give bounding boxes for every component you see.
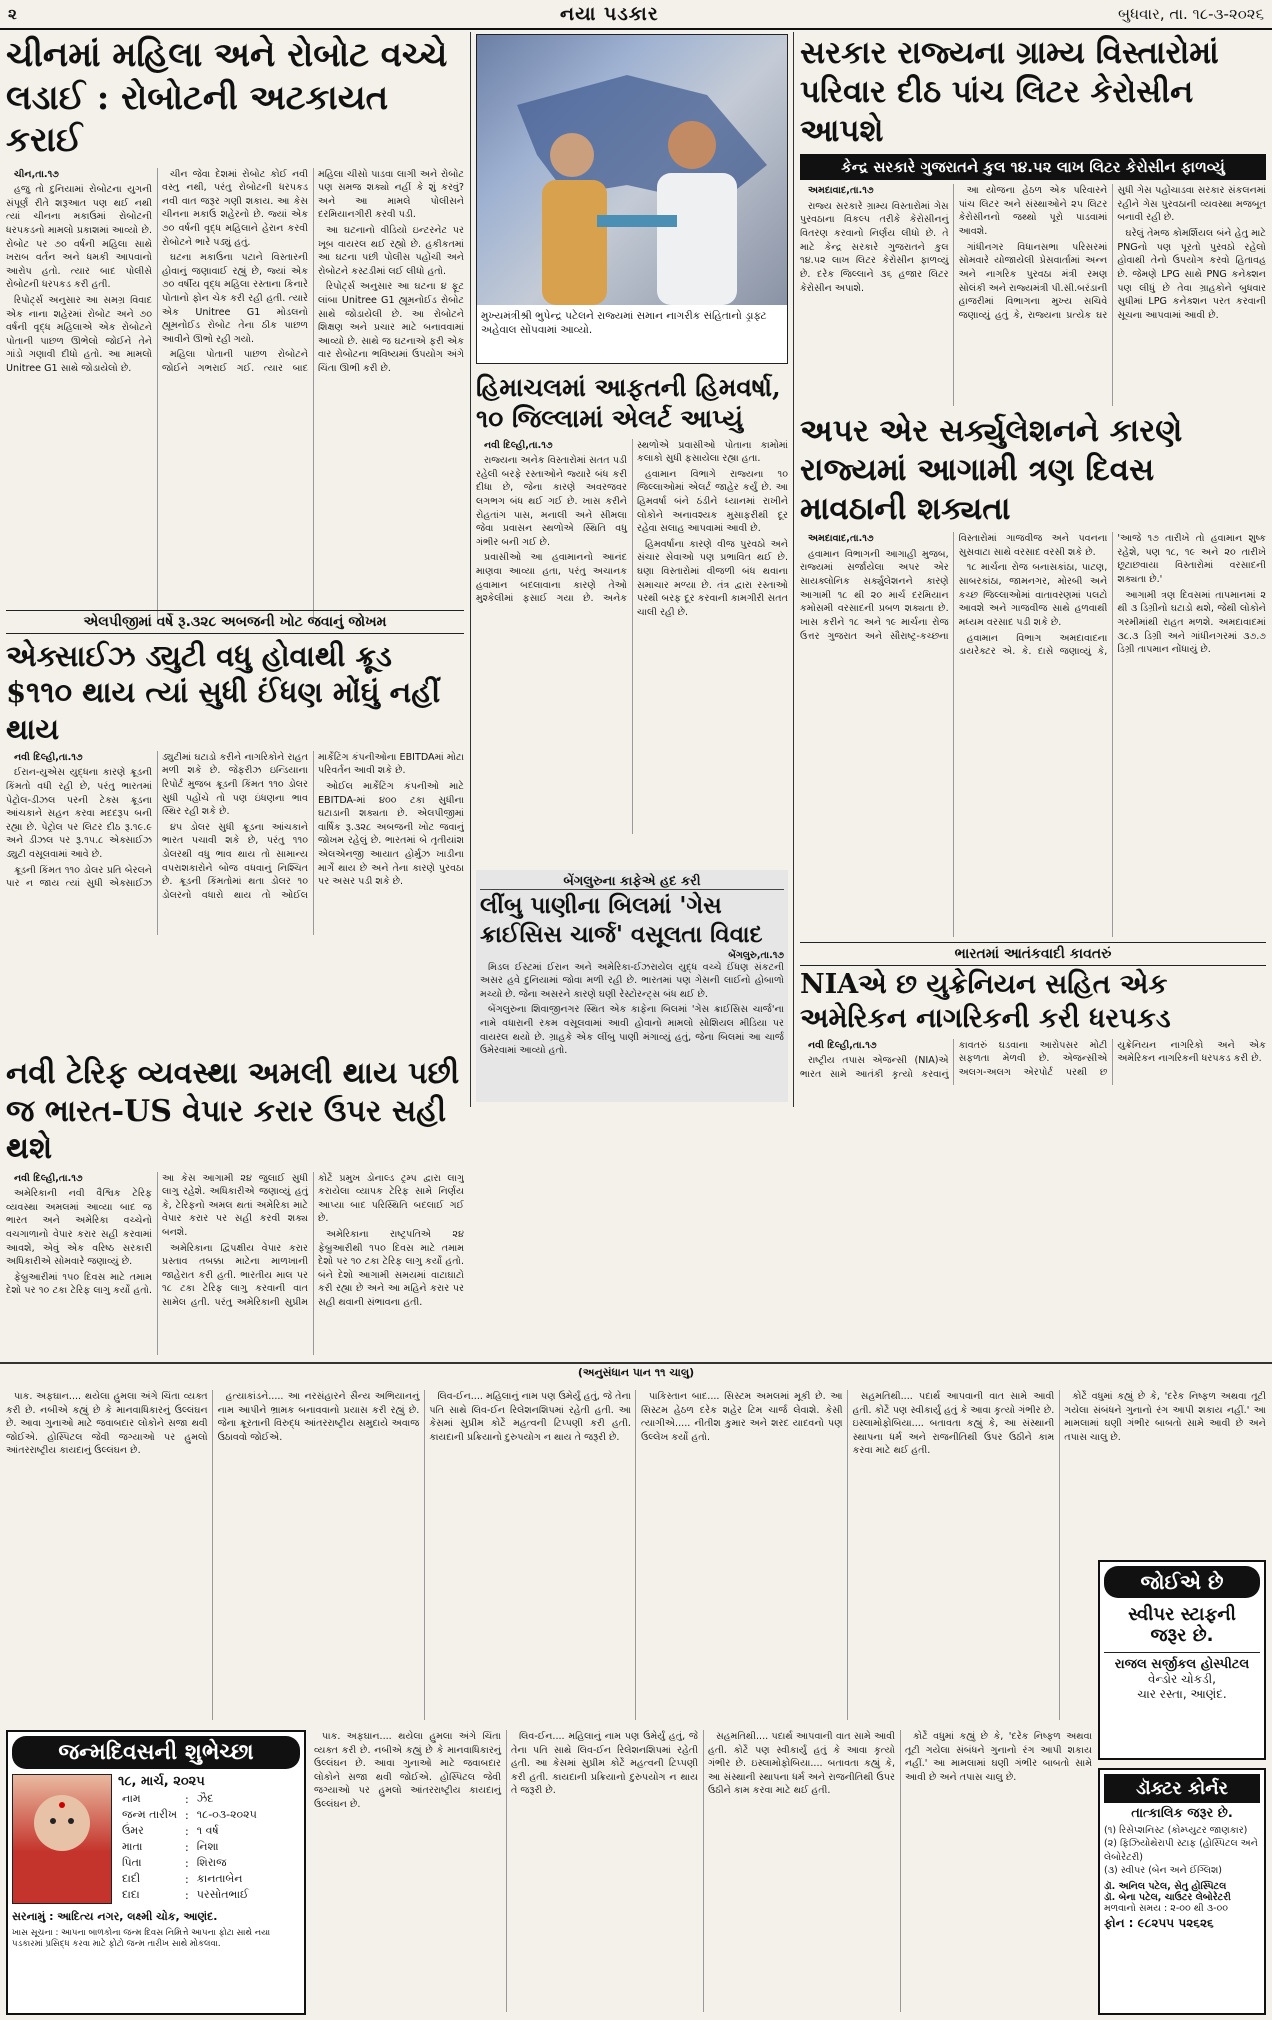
ad-item: (૩) સ્વીપર (બેન અને ઈંગ્લિશ) [1104, 1864, 1222, 1876]
photo-illustration [477, 35, 787, 305]
dateline: ચીન,તા.૧૭ [14, 168, 59, 180]
ad-doctor [1098, 1768, 1266, 2015]
paragraph: હવામાન વિભાગની આગાહી મુજબ, રાજ્યમાં સર્જાયેલા અપર એર સાયક્લોનિક સર્ક્યુલેશનને કારણે આગામી ૧૮ થી ૨૦ માર્ચ દરમિયાન કમોસમી વરસાદની પ્રબળ શક્યતા છે. ખાસ કરીને ૧૮ અને ૧૯ માર્ચના રોજ ઉત્તર ગુજરાત અને સૌરાષ્ટ્ર-કચ્છના વિસ્તારોમાં ગાજવીજ અને પવનના સુસવાટા સાથે વરસાદ વરસી શકે છે. [800, 533, 1108, 642]
paragraph: ઘટના મકાઉના પટાને વિસ્તારની હોવાનું જણાવાઈ રહ્યું છે, જ્યાં એક ૭૦ વર્ષીય વૃદ્ધ મહિલા રસ્તાના કિનારે પોતાનો ફોન ચેક કરી રહી હતી. ત્યારે એક Unitree G1 મોડલનો હ્યૂમનોઈડ રોબોટ તેના ઠીક પાછળ આવીને ઊભો રહી ગયો. [162, 252, 308, 345]
headline: એક્સાઈઝ ડ્યુટી વધુ હોવાથી ક્રૂડ $૧૧૦ થાય ત્યાં સુધી ઈંધણ મોંઘું નહીં થાય [6, 639, 441, 746]
paragraph: ગાંધીનગર વિધાનસભા પરિસરમાં સોમવારે યોજાયેલી પ્રેસવાર્તામાં અન્ન અને નાગરિક પુરવઠા મંત્રી રમણ સોલંકી અને રાજ્યમંત્રી પી.સી.બરંડાની હાજરીમાં વિભાગના મુખ્ય સચિવે જણાવ્યું હતું કે, રાજ્યના પ્રત્યેક ઘર સુધી ગેસ પહોંચાડવા સરકાર સંકલનમાં રહીને ગેસ પુરવઠાની વ્યવસ્થા મજબૂત બનાવી રહી છે. [958, 185, 1266, 321]
row-value: ઝૈદ [196, 1792, 214, 1805]
paragraph: મિડલ ઈસ્ટમાં ઈરાન અને અમેરિકા-ઈઝરાયેલ યુદ્ધ વચ્ચે ઈંધણ સંકટની અસર હવે દુનિયામાં જોવા મળી રહી છે. ભારતમાં પણ ગેસની લાઈનો હોબાળો મચ્યો છે. જેના અસરને કારણે ઘણી રેસ્ટોરન્ટ્સ બંધ થઈ છે. [480, 961, 784, 1000]
birthday-date: ૧૮, માર્ચ, ૨૦૨૫ [118, 1774, 205, 1789]
headline: NIAએ છ યુક્રેનિયન સહિત એક અમેરિકન નાગરિકની કરી ધરપકડ [800, 969, 1171, 1034]
row-value: પરસોતભાઈ [196, 1888, 249, 1901]
kicker: એલપીજીમાં વર્ષે રૂ.૩૨૮ અબજની ખોટ જવાનું જોખમ [6, 610, 464, 634]
paragraph: પાક. અફઘાન.... થયેલા હુમલા અંગે ચિંતા વ્યક્ત કરી છે. નબીએ કહ્યું છે કે માનવાધિકારનું ઉલ્લંઘન છે. આવા ગુનાઓ માટે જવાબદાર લોકોને સજા થવી જોઈએ. હોસ્પિટલ જેવી જગ્યાઓ પર હુમલો આંતરરાષ્ટ્રીય કાયદાનું ઉલ્લંઘન છે. [314, 1731, 501, 1811]
story-tariff [6, 1055, 464, 1355]
paragraph: ક્રૂડની કિંમત ૧૧૦ ડોલર પ્રતિ બેરલને પાર ન જાય ત્યાં સુધી એક્સાઈઝ ડ્યુટીમાં ઘટાડો કરીને નાગરિકોને રાહત મળી શકે છે. જેફરીઝ ઇન્ડિયાના રિપોર્ટ મુજબ ક્રૂડની કિંમત ૧૧૦ ડોલર સુધી પહોંચે તો પણ ઇંધણના ભાવ સ્થિર રહી શકે છે. [6, 751, 308, 890]
paragraph: હવામાન વિભાગ અમદાવાદના ડાયરેક્ટર એ. કે. દાસે જણાવ્યું કે, 'આજે ૧૭ તારીખે તો હવામાન શુષ્ક રહેશે, પણ ૧૮, ૧૯ અને ૨૦ તારીખે છૂટાછવાયા વિસ્તારોમાં વરસાદની શક્યતા છે.' [958, 533, 1266, 658]
continued-lower-body [314, 1730, 1092, 2012]
page-number: ૨ [8, 5, 17, 23]
dateline: નવી દિલ્હી,તા.૧૭ [14, 1172, 83, 1184]
continued-label: (અનુસંધાન પાન ૧૧ ચાલુ) [577, 1366, 695, 1379]
birthday-row: માતા : નિશા [118, 1839, 261, 1855]
paragraph: રિપોર્ટ્સ અનુસાર આ ઘટના ૪ ફૂટ લાંબા Unitree G1 હ્યૂમનોઈડ રોબોટ સાથે જોડાયેલી છે. આ રોબોટને શિક્ષણ અને પ્રચાર માટે બનાવવામાં આવ્યો છે. સાથે જ ઘટનાએ ફરી એક વાર રોબોટના ભવિષ્યમાં ઉપયોગ અંગે ચિંતા ઊભી કરી છે. [318, 281, 464, 375]
dateline: અમદાવાદ,તા.૧૭ [808, 185, 874, 197]
row-value: ૧૮-૦૩-૨૦૨૫ [196, 1808, 257, 1821]
birthday-note: ખાસ સૂચના : આપના બાળકોના જન્મ દિવસ નિમિત્તે આપના ફોટા સાથે નયા પડકારમાં પ્રસિદ્ધ કરવા માટે ફોટો જન્મ તારીખ સાથે મોકલવા. [12, 1928, 271, 1950]
paragraph: ઘરેલું તેમજ કોમર્શિયલ બંને હેતુ માટે PNGનો પણ પૂરતો પુરવઠો રહેલો હોવાથી તેનો ઉપયોગ કરવો હિતાવહ છે. જેમણે LPG સાથે PNG કનેક્શન પણ લીધું છે તેવા ગ્રાહકોને બુધવાર સુધીમાં LPG કનેક્શન પરત કરવાની સૂચના આપવામાં આવી છે. [1117, 228, 1266, 321]
paragraph: રાજ્ય સરકારે ગ્રામ્ય વિસ્તારોમાં ગેસ પુરવઠાના વિકલ્પ તરીકે કેરોસીનનું વિતરણ કરવાનો નિર્ણય લીધો છે. તે માટે કેન્દ્ર સરકારે ગુજરાતને કુલ ૧૪.૫૨ લાખ લિટર કેરોસીન ફાળવ્યું છે. દરેક જિલ્લાને ૩૬ હજાર લિટર કેરોસીન અપાશે. [800, 200, 949, 294]
paragraph: પાક. અફઘાન.... થયેલા હુમલા અંગે ચિંતા વ્યક્ત કરી છે. નબીએ કહ્યું છે કે માનવાધિકારનું ઉલ્લંઘન છે. આવા ગુનાઓ માટે જવાબદાર લોકોને સજા થવી જોઈએ. હોસ્પિટલ જેવી જગ્યાઓ પર હુમલો આંતરરાષ્ટ્રીય કાયદાનું ઉલ્લંઘન છે. [6, 1391, 208, 1457]
paragraph: સહમતિથી.... પદાર્થ આપવાની વાત સામે આવી હતી. કોર્ટે પણ સ્વીકાર્યું હતું કે આવા કૃત્યો ગંભીર છે. ઇસ્લામોફોબિયા.... બતાવતા કહ્યું કે, આ સંસ્થાની સ્થાપના ધર્મ અને રાજનીતિથી ઉપર ઉઠીને કામ કરવા માટે થઈ હતી. [708, 1731, 895, 1797]
child-photo [12, 1774, 112, 1904]
paragraph: રાજ્યના અનેક વિસ્તારોમાં સતત પડી રહેલી બરફે રસ્તાઓને જ્યારે બંધ કરી દીધા છે, જેના કારણે અવરજવર લગભગ બંધ થઈ ગઈ છે. ખાસ કરીને રોહતાંગ પાસ, મનાલી અને સીમલા જેવા પ્રવાસન સ્થળોએ સ્થિતિ વધુ ગંભીર બની ગઈ છે. [476, 455, 627, 548]
birthday-row: દાદા : પરસોતભાઈ [118, 1887, 261, 1903]
story-cyclone [800, 412, 1266, 937]
paragraph: કોર્ટે વધુમાં કહ્યું છે કે, 'દરેક નિષ્ફળ અથવા તૂટી ગયેલા સંબંધને ગુનાનો રંગ આપી શકાય નહીં.' આ મામલામાં ઘણી ગંભીર બાબતો સામે આવી છે અને તપાસ ચાલુ છે. [905, 1731, 1092, 1783]
paragraph: અમેરિકાની નવી વૈશ્વિક ટેરિફ વ્યવસ્થા અમલમાં આવ્યા બાદ જ ભારત અને અમેરિકા વચ્ચેનો વચગાળાનો વેપાર કરાર સહી કરવામાં આવશે, એવું એક વરિષ્ઠ સરકારી અધિકારીએ સોમવારે જણાવ્યું છે. [6, 1188, 152, 1268]
row-label: દાદા [122, 1888, 140, 1901]
paragraph: ચીન જેવા દેશમાં રોબોટ કોઈ નવી વસ્તુ નથી, પરંતુ રોબોટની ધરપકડ નવી વાત જરૂર ગણી શકાય. આ કેસ ચીનના મકાઉ શહેરનો છે. જ્યાં એક ૭૦ વર્ષની વૃદ્ધ મહિલાને હેરાન કરવી રોબોટને ભારે પડ્યું હતું. [162, 168, 308, 248]
row-value: કાનતાબેન [196, 1872, 243, 1885]
dateline: નવી દિલ્હી,તા.૧૭ [484, 439, 553, 451]
cm-photo [477, 35, 787, 305]
continued-lower [314, 1730, 1092, 2015]
masthead: નયા પડકાર [560, 3, 659, 25]
row-label: પિતા [122, 1856, 142, 1869]
ad-title: ડૉક્ટર કોર્નર [1104, 1774, 1260, 1803]
dateline: બેંગલુરુ,તા.૧૭ [728, 949, 784, 961]
story-robot [6, 34, 464, 624]
continued-stories [6, 1390, 1266, 1725]
paragraph: હજુ તો દુનિયામાં રોબોટના યુગની સંપૂર્ણ રીતે શરૂઆત પણ થઈ નથી ત્યાં ચીનના મકાઉમાં રોબોટની ધરપકડનો મામલો પ્રકાશમાં આવ્યો છે. રોબોટ પર ૭૦ વર્ષની મહિલા સાથે ખરાબ વર્તન અને ધમકી આપવાનો આરોપ હતો. ત્યાર બાદ પોલીસે રોબોટની ધરપકડ કરી હતી. [6, 184, 152, 291]
headline: હિમાચલમાં આફતની હિમવર્ષા, ૧૦ જિલ્લામાં એલર્ટ આપ્યું [476, 373, 781, 434]
paragraph: આગામી ત્રણ દિવસમાં તાપમાનમાં ૨ થી ૩ ડિગ્રીનો ઘટાડો થશે, જેથી લોકોને ગરમીમાંથી રાહત મળશે. અમદાવાદમાં ૩૮.૩ ડિગ્રી અને ગાંધીનગરમાં ૩૭.૭ ડિગ્રી તાપમાન નોંધાયું છે. [1117, 589, 1266, 656]
paragraph: હિમવર્ષાના કારણે વીજ પુરવઠો અને સંચાર સેવાઓ પણ પ્રભાવિત થઈ છે. ઘણા વિસ્તારોમાં વીજળી બંધ થવાના સમાચાર મળ્યા છે. તંત્ર દ્વારા રસ્તાઓ પરથી બરફ દૂર કરવાની કામગીરી સતત ચાલી રહી છે. [637, 538, 788, 618]
paragraph: અમેરિકાના રાષ્ટ્રપતિએ ૨૪ ફેબ્રુઆરીથી ૧૫૦ દિવસ માટે તમામ દેશો પર ૧૦ ટકા ટેરિફ લાગુ કર્યો હતો. બંને દેશો આગામી સમયમાં વાટાઘાટો કરી રહ્યા છે અને આ મહિને કરાર પર સહી થવાની સંભાવના હતી. [318, 1228, 464, 1308]
page-header [0, 0, 1272, 30]
ad-timing: મળવાનો સમય : ૨-૦૦ થી ૩-૦૦ [1104, 1903, 1228, 1915]
ad-title: જોઈએ છે [1104, 1566, 1260, 1598]
paragraph: હવામાન વિભાગે રાજ્યના ૧૦ જિલ્લાઓમાં એલર્ટ જાહેર કર્યું છે. આ હિમવર્ષા બંને ઠંડીને ધ્યાનમાં રાખીને લોકોને અનાવશ્યક મુસાફરીથી દૂર રહેવા સલાહ આપવામાં આવી છે. [637, 468, 788, 535]
story-lpg [6, 610, 464, 935]
paragraph: ૧૮ માર્ચના રોજ બનાસકાંઠા, પાટણ, સાબરકાંઠા, જામનગર, મોરબી અને કચ્છ જિલ્લાઓમાં વાતાવરણમાં પલટો આવશે અને ગાજવીજ સાથે હળવાથી મધ્યમ વરસાદ પડી શકે છે. [958, 562, 1108, 628]
ad-address: વેન્ડોર ચોકડી, [1147, 1672, 1216, 1686]
paragraph: આ ઘટનાનો વીડિયો ઇન્ટરનેટ પર ખૂબ વાયરલ થઈ રહ્યો છે. હકીકતમાં આ ઘટના પછી પોલીસ પહોંચી અને રોબોટને કસ્ટડીમાં લઈ લીધો હતો. [318, 224, 464, 277]
dateline: નવી દિલ્હી,તા.૧૭ [808, 1039, 877, 1051]
article-body [800, 1039, 1266, 1085]
photo-frame [476, 34, 788, 364]
row-label: જન્મ તારીખ [122, 1808, 178, 1821]
row-label: દાદી [122, 1872, 141, 1885]
ad-hospital: રાજલ સર્જીકલ હોસ્પીટલ [1104, 1652, 1260, 1672]
story-kerosene [800, 34, 1266, 406]
row-value: ૧ વર્ષ [196, 1824, 219, 1837]
row-value: નિશા [196, 1840, 219, 1853]
date-line: બુધવાર, તા. ૧૮-૩-૨૦૨૬ [1118, 5, 1264, 23]
dateline: નવી દિલ્હી,તા.૧૭ [14, 751, 83, 763]
birthday-box [6, 1730, 306, 2015]
photo-caption: મુખ્યમંત્રીશ્રી ભુપેન્દ્ર પટેલને રાજ્યમાં સમાન નાગરીક સંહિતાનો ડ્રાફ્ટ અહેવાલ સોંપવામાં આવ્યો. [477, 305, 787, 363]
child-illustration [13, 1775, 111, 1903]
paragraph: પ્રવાસીઓ આ હવામાનનો આનંદ માણવા આવ્યા હતા, પરંતુ અચાનક હવામાન બદલાવાના કારણે તેઓ મુશ્કેલીમાં ફસાઈ ગયા છે. અનેક સ્થળોએ પ્રવાસીઓ પોતાના કામોમાં કલાકો સુધી ફસાયેલા રહ્યા હતા. [476, 439, 788, 605]
paragraph: રાષ્ટ્રીય તપાસ એજન્સી (NIA)એ ભારત સામે આતંકી કૃત્યો કરવાનું કાવતરું ઘડવાના આરોપસર મોટી સફળતા મેળવી છે. એજન્સીએ અલગ-અલગ એરપોર્ટ પરથી છ યુક્રેનિયન નાગરિકો અને એક અમેરિકન નાગરિકની ધરપકડ કરી છે. [800, 1039, 1266, 1080]
ad-item: (૨) ફિઝિયોથેરાપી સ્ટાફ (હોસ્પિટલ અને લેબોરેટરી) [1104, 1838, 1258, 1863]
ad-contact: ડૉ. અનિલ પટેલ, સેતુ હોસ્પિટલ [1104, 1881, 1227, 1893]
paragraph: હત્યાકાંડને..... આ નરસંહારને સૈન્ય અભિયાનનું નામ આપીને ભ્રામક બનાવવાનો પ્રયાસ કરી રહ્યું છે. જેના ક્રૂરતાની વિરુદ્ધ આંતરરાષ્ટ્રીય સમુદાયે અવાજ ઉઠાવવો જોઈએ. [217, 1391, 420, 1443]
ad-line: જરૂર છે. [1150, 1625, 1214, 1646]
paragraph: ફેબ્રુઆરીમાં ૧૫૦ દિવસ માટે તમામ દેશો પર ૧૦ ટકા ટેરિફ લાગુ કર્યો હતો. આ કેસ આગામી ૨૪ જુલાઈ સુધી લાગુ રહેશે. અધિકારીએ જણાવ્યું હતું કે, ટેરિફનો અમલ થતાં અમેરિકા માટે વેપાર કરાર પર સહી કરવી શક્ય બનશે. [6, 1172, 308, 1297]
article-body [800, 532, 1266, 937]
headline: સરકાર રાજ્યના ગ્રામ્ય વિસ્તારોમાં પરિવાર દીઠ પાંચ લિટર કેરોસીન આપશે [800, 35, 1219, 149]
column-rule [793, 32, 794, 1107]
row-label: માતા [122, 1840, 143, 1853]
ad-item: (૧) રિસેપ્શનિસ્ટ (કોમ્પ્યુટર જાણકાર) [1104, 1825, 1248, 1836]
paragraph: સહમતિથી.... પદાર્થ આપવાની વાત સામે આવી હતી. કોર્ટે પણ સ્વીકાર્યું હતું કે આવા કૃત્યો ગંભીર છે. ઇસ્લામોફોબિયા.... બતાવતા કહ્યું કે, આ સંસ્થાની સ્થાપના ધર્મ અને રાજનીતિથી ઉપર ઉઠીને કામ કરવા માટે થઈ હતી. [852, 1391, 1055, 1457]
birthday-row: દાદી : કાનતાબેન [118, 1871, 261, 1887]
paragraph: આ યોજના હેઠળ એક પરિવારને પાંચ લિટર અને સંસ્થાઓને ૨૫ લિટર કેરોસીનનો જથ્થો પૂરો પાડવામાં આવશે. [958, 185, 1108, 238]
row-label: નામ [122, 1792, 141, 1805]
headline: ચીનમાં મહિલા અને રોબોટ વચ્ચે લડાઈ : રોબોટની અટકાયત કરાઈ [6, 35, 448, 160]
section-rule [0, 1362, 1272, 1364]
paragraph: ઓઈલ માર્કેટિંગ કંપનીઓ માટે EBITDA-માં ૪૦૦ ટકા સુધીના ઘટાડાની શક્યતા છે. એલપીજીમાં વાર્ષિક રૂ.૩૨૮ અબજની ખોટ જવાનું જોખમ રહેલું છે. ભારતમાં બે તૃતીયાંશ એલએનજી આયાત હોર્મુઝ ખાડીના માર્ગે થાય છે અને તેના કારણે પુરવઠા પર અસર પડી શકે છે. [318, 780, 464, 888]
paragraph: અમેરિકાના દ્વિપક્ષીય વેપાર કરાર પ્રસ્તાવ તબક્કા માટેના માળખાની જાહેરાત કરી હતી. ભારતીય માલ પર ૧૮ ટકા ટેરિફ લાગુ કરવાની વાત સામેલ હતી. પરંતુ અમેરિકાની સુપ્રીમ કોર્ટે પ્રમુખ ડોનાલ્ડ ટ્રમ્પ દ્વારા લાગુ કરાયેલા વ્યાપક ટેરિફ સામે નિર્ણય આપ્યા બાદ પરિસ્થિતિ બદલાઈ ગઈ છે. [162, 1172, 464, 1308]
birthday-row: જન્મ તારીખ : ૧૮-૦૩-૨૦૨૫ [118, 1807, 261, 1823]
ad-address: ચાર રસ્તા, આણંદ. [1137, 1687, 1227, 1701]
paragraph: કોર્ટે વધુમાં કહ્યું છે કે, 'દરેક નિષ્ફળ અથવા તૂટી ગયેલા સંબંધને ગુનાનો રંગ આપી શકાય નહીં.' આ મામલામાં ઘણી ગંભીર બાબતો સામે આવી છે અને તપાસ ચાલુ છે. [1064, 1391, 1266, 1443]
birthday-title: જન્મદિવસની શુભેચ્છા [12, 1736, 300, 1769]
kicker: બેંગલુરુના કાફેએ હદ કરી [480, 874, 784, 890]
dateline: અમદાવાદ,તા.૧૭ [808, 533, 874, 545]
paragraph: બેંગલુરુના શિવાજીનગર સ્થિત એક કાફેના બિલમાં 'ગેસ ક્રાઈસિસ ચાર્જ'ના નામે વધારાની રકમ વસૂલવામાં આવી હોવાનો મામલો સોશિયલ મીડિયા પર વાયરલ થયો છે. ગ્રાહકે એક લીંબુ પાણી મંગાવ્યું હતું, જેના બિલમાં આ ચાર્જ ઉમેરવામાં આવ્યો હતો. [480, 1004, 784, 1057]
paragraph: ૪૫ ડોલર સુધી ક્રૂડના આંચકાને ભારત પચાવી શકે છે, પરંતુ ૧૧૦ ડોલરથી વધુ ભાવ થાય તો સામાન્ય વપરાશકારોને બોજ વધવાનું નિશ્ચિત છે. ક્રૂડની કિંમતોમાં થતા ડોલર ૧૦ ડોલરનો વધારો થાય તો ઓઈલ માર્કેટિંગ કંપનીઓના EBITDAમાં મોટા પરિવર્તન આવી શકે છે. [162, 751, 464, 901]
headline: લીંબુ પાણીના બિલમાં 'ગેસ ક્રાઈસિસ ચાર્જ' વસૂલતા વિવાદ [480, 892, 763, 948]
ad-phone: ફોન : ૯૮૨૫૫ ૫૨૬૨૬ [1104, 1916, 1214, 1931]
story-himachal [476, 372, 788, 842]
paragraph: લિવ-ઈન.... મહિલાનું નામ પણ ઉમેર્યું હતું, જે તેના પતિ સાથે લિવ-ઈન રિલેશનશિપમાં રહેતી હતી. આ કેસમાં સુપ્રીમ કોર્ટે મહત્વની ટિપ્પણી કરી હતી. કાયદાની પ્રક્રિયાનો દુરુપયોગ ન થાય તે જરૂરી છે. [511, 1731, 698, 1797]
birthday-address: સરનામું : આદિત્ય નગર, લક્ષ્મી ચોક, આણંદ. [12, 1910, 218, 1923]
story-nia [800, 942, 1266, 1107]
article-body [476, 439, 788, 834]
ad-line: સ્વીપર સ્ટાફની [1128, 1604, 1236, 1625]
headline: નવી ટેરિફ વ્યવસ્થા અમલી થાય પછી જ ભારત-US વેપાર કરાર ઉપર સહી થશે [6, 1056, 460, 1166]
article-body [6, 1172, 464, 1356]
row-label: ઉંમર [122, 1824, 144, 1837]
article-body [480, 961, 784, 1066]
ad-contact: ડૉ. બેના પટેલ, ચાઉટર લેબોરેટરી [1104, 1892, 1231, 1904]
article-body [6, 168, 464, 625]
birthday-table [118, 1791, 261, 1903]
banner: કેન્દ્ર સરકારે ગુજરાતને કુલ ૧૪.૫૨ લાખ લિટર કેરોસીન ફાળવ્યું [800, 154, 1266, 180]
paragraph: ઈરાન-યુએસ યુદ્ધના કારણે ક્રૂડની કિંમતો વધી રહી છે, પરંતુ ભારતમાં પેટ્રોલ-ડીઝલ પરની ટેક્સ ક્રૂડના આંચકાને સહન કરવા મદદરૂપ બની રહ્યા છે. પેટ્રોલ પર લિટર દીઠ રૂ.૧૯.૯ અને ડીઝલ પર રૂ.૧૫.૮ એક્સાઈઝ ડ્યુટી વસૂલવામાં આવે છે. [6, 767, 152, 861]
birthday-row: પિતા : શિરાજ [118, 1855, 261, 1871]
column-rule [470, 32, 471, 1107]
paragraph: રિપોર્ટ્સ અનુસાર આ સમગ્ર વિવાદ એક નાના શહેરમાં રોબોટ અને ૭૦ વર્ષની વૃદ્ધ મહિલાએ એક રોબોટને પોતાની પાછળ ઊભેલો જોઈને તેને ગાંડો ગણાવી દીધો હતો. આ મામલો Unitree G1 સાથે જોડાયેલો છે. [6, 294, 152, 375]
birthday-row: ઉંમર : ૧ વર્ષ [118, 1823, 261, 1839]
story-lemon [476, 870, 788, 1102]
paragraph: લિવ-ઈન.... મહિલાનું નામ પણ ઉમેર્યું હતું, જે તેના પતિ સાથે લિવ-ઈન રિલેશનશિપમાં રહેતી હતી. આ કેસમાં સુપ્રીમ કોર્ટે મહત્વની ટિપ્પણી કરી હતી. કાયદાની પ્રક્રિયાનો દુરુપયોગ ન થાય તે જરૂરી છે. [429, 1391, 631, 1443]
article-body [6, 751, 464, 935]
birthday-row: નામ : ઝૈદ [118, 1791, 261, 1807]
paragraph: મહિલા પોતાની પાછળ રોબોટને જોઈને ગભરાઈ ગઈ. ત્યાર બાદ મહિલા ચીસો પાડવા લાગી અને રોબોટ પણ સમજ શક્યો નહીં કે શું કરવું? અને આ મામલે પોલીસને દરમિયાનગીરી કરવી પડી. [162, 168, 464, 375]
article-body [800, 184, 1266, 406]
paragraph: પાકિસ્તાન બાદ.... સિસ્ટમ અમલમાં મૂકી છે. આ સિસ્ટમ હેઠળ દરેક શહેર ટિમ ચાર્જ લેવાશે. કેસી ત્યાગીએ..... નીતીશ કુમાર અને શરદ યાદવનો પણ ઉલ્લેખ કર્યો હતો. [640, 1391, 843, 1443]
kicker: ભારતમાં આતંકવાદી કાવતરું [800, 942, 1266, 966]
ad-sweeper [1098, 1560, 1266, 1760]
headline: અપર એર સર્ક્યુલેશનને કારણે રાજ્યમાં આગામી ત્રણ દિવસ માવઠાની શક્યતા [800, 413, 1183, 527]
continued-body [6, 1390, 1266, 1720]
row-value: શિરાજ [196, 1856, 227, 1869]
ad-subtitle: તાત્કાલિક જરૂર છે. [1131, 1806, 1233, 1821]
